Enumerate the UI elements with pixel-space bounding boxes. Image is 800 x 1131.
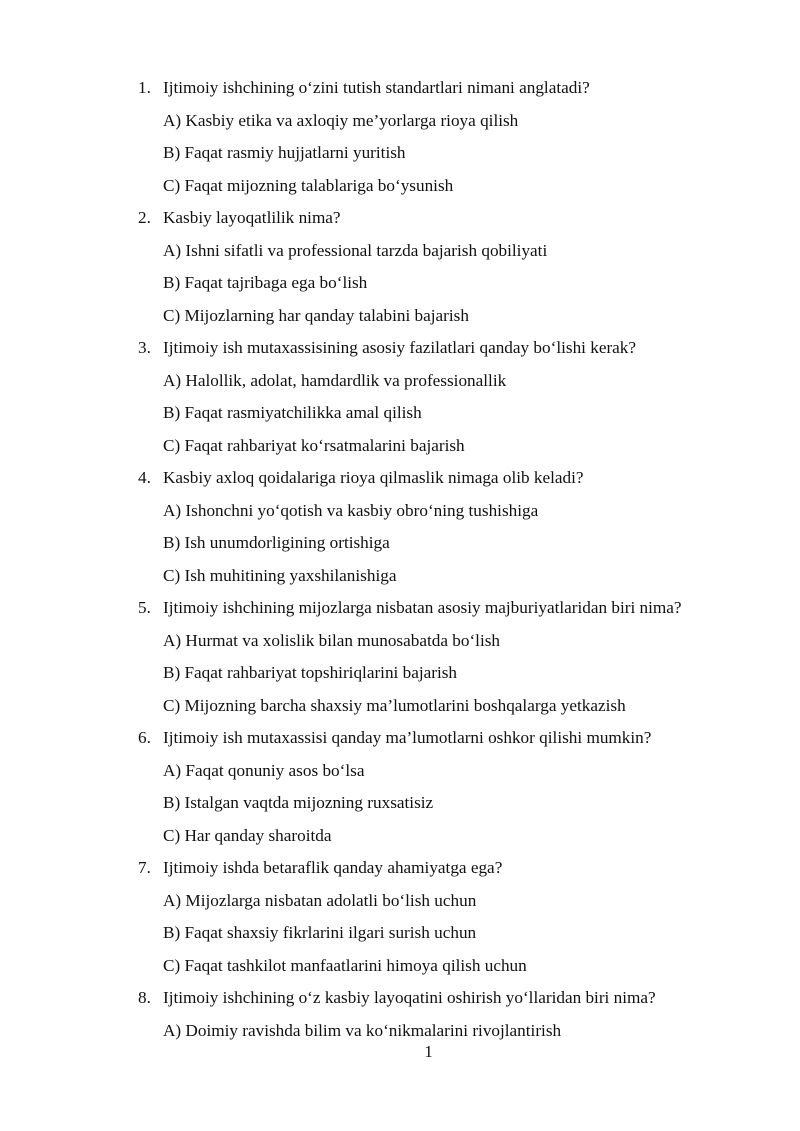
- question-number: 1.: [138, 78, 151, 97]
- answer-option-text: C) Faqat rahbariyat ko‘rsatmalarini bajarish: [163, 435, 465, 455]
- question-4: [0, 462, 800, 495]
- answer-option: [0, 527, 800, 560]
- question-5: [0, 592, 800, 625]
- answer-option-text: C) Faqat mijozning talablariga bo‘ysunish: [163, 175, 454, 195]
- answer-option: [0, 625, 800, 658]
- question-number: 7.: [138, 858, 151, 877]
- answer-option-text: A) Ishni sifatli va professional tarzda bajarish qobiliyati: [163, 240, 548, 260]
- answer-option: [0, 495, 800, 528]
- question-number: 6.: [138, 728, 151, 747]
- answer-option: [0, 170, 800, 203]
- question-text: Ijtimoiy ishchining mijozlarga nisbatan asosiy majburiyatlaridan biri nima?: [163, 598, 682, 617]
- answer-option: [0, 105, 800, 138]
- answer-option: [0, 885, 800, 918]
- question-7: [0, 852, 800, 885]
- answer-option-text: A) Kasbiy etika va axloqiy me’yorlarga rioya qilish: [163, 110, 519, 130]
- answer-option-text: B) Faqat rasmiy hujjatlarni yuritish: [163, 143, 406, 162]
- question-3: [0, 332, 800, 365]
- answer-option: [0, 267, 800, 300]
- answer-option-text: A) Hurmat va xolislik bilan munosabatda bo‘lish: [163, 630, 501, 650]
- answer-option-text: B) Faqat tajribaga ega bo‘lish: [163, 273, 368, 292]
- answer-option-text: A) Doimiy ravishda bilim va ko‘nikmalarini rivojlantirish: [163, 1020, 562, 1040]
- answer-option-text: B) Faqat shaxsiy fikrlarini ilgari surish uchun: [163, 923, 477, 942]
- answer-option: [0, 300, 800, 333]
- question-number: 5.: [138, 598, 151, 617]
- answer-option: [0, 950, 800, 983]
- answer-option-text: A) Halollik, adolat, hamdardlik va professionallik: [163, 370, 507, 390]
- answer-option: [0, 560, 800, 593]
- answer-option-text: C) Faqat tashkilot manfaatlarini himoya qilish uchun: [163, 955, 527, 975]
- answer-option: [0, 755, 800, 788]
- question-number: 4.: [138, 468, 151, 487]
- answer-option: [0, 657, 800, 690]
- answer-option-text: B) Faqat rasmiyatchilikka amal qilish: [163, 403, 422, 422]
- answer-option: [0, 397, 800, 430]
- answer-option: [0, 787, 800, 820]
- answer-option-text: A) Ishonchni yo‘qotish va kasbiy obro‘ning tushishiga: [163, 500, 539, 520]
- answer-option-text: C) Mijozning barcha shaxsiy ma’lumotlarini boshqalarga yetkazish: [163, 695, 626, 715]
- question-8: [0, 982, 800, 1015]
- question-2: [0, 202, 800, 235]
- question-text: Ijtimoiy ishchining o‘z kasbiy layoqatini oshirish yo‘llaridan biri nima?: [163, 988, 656, 1007]
- answer-option: [0, 235, 800, 268]
- answer-option-text: B) Faqat rahbariyat topshiriqlarini bajarish: [163, 663, 458, 682]
- question-text: Kasbiy layoqatlilik nima?: [163, 208, 341, 227]
- page-number: 1: [424, 1042, 433, 1061]
- question-list: [0, 72, 800, 1047]
- answer-option-text: B) Ish unumdorligining ortishiga: [163, 533, 390, 552]
- question-number: 2.: [138, 208, 151, 227]
- answer-option: [0, 917, 800, 950]
- question-number: 3.: [138, 338, 151, 357]
- answer-option-text: B) Istalgan vaqtda mijozning ruxsatisiz: [163, 793, 434, 812]
- answer-option-text: A) Faqat qonuniy asos bo‘lsa: [163, 760, 365, 780]
- question-text: Kasbiy axloq qoidalariga rioya qilmaslik nimaga olib keladi?: [163, 468, 584, 487]
- question-text: Ijtimoiy ishchining o‘zini tutish standartlari nimani anglatadi?: [163, 78, 590, 97]
- answer-option: [0, 820, 800, 853]
- question-text: Ijtimoiy ishda betaraflik qanday ahamiyatga ega?: [163, 858, 503, 877]
- answer-option-text: A) Mijozlarga nisbatan adolatli bo‘lish uchun: [163, 890, 477, 910]
- answer-option-text: C) Ish muhitining yaxshilanishiga: [163, 565, 397, 585]
- question-6: [0, 722, 800, 755]
- question-1: [0, 72, 800, 105]
- question-number: 8.: [138, 988, 151, 1007]
- answer-option: [0, 690, 800, 723]
- answer-option-text: C) Har qanday sharoitda: [163, 825, 332, 845]
- answer-option-text: C) Mijozlarning har qanday talabini bajarish: [163, 305, 469, 325]
- answer-option: [0, 137, 800, 170]
- answer-option: [0, 430, 800, 463]
- question-text: Ijtimoiy ish mutaxassisi qanday ma’lumotlarni oshkor qilishi mumkin?: [163, 728, 652, 747]
- answer-option: [0, 365, 800, 398]
- question-text: Ijtimoiy ish mutaxassisining asosiy fazilatlari qanday bo‘lishi kerak?: [163, 338, 637, 357]
